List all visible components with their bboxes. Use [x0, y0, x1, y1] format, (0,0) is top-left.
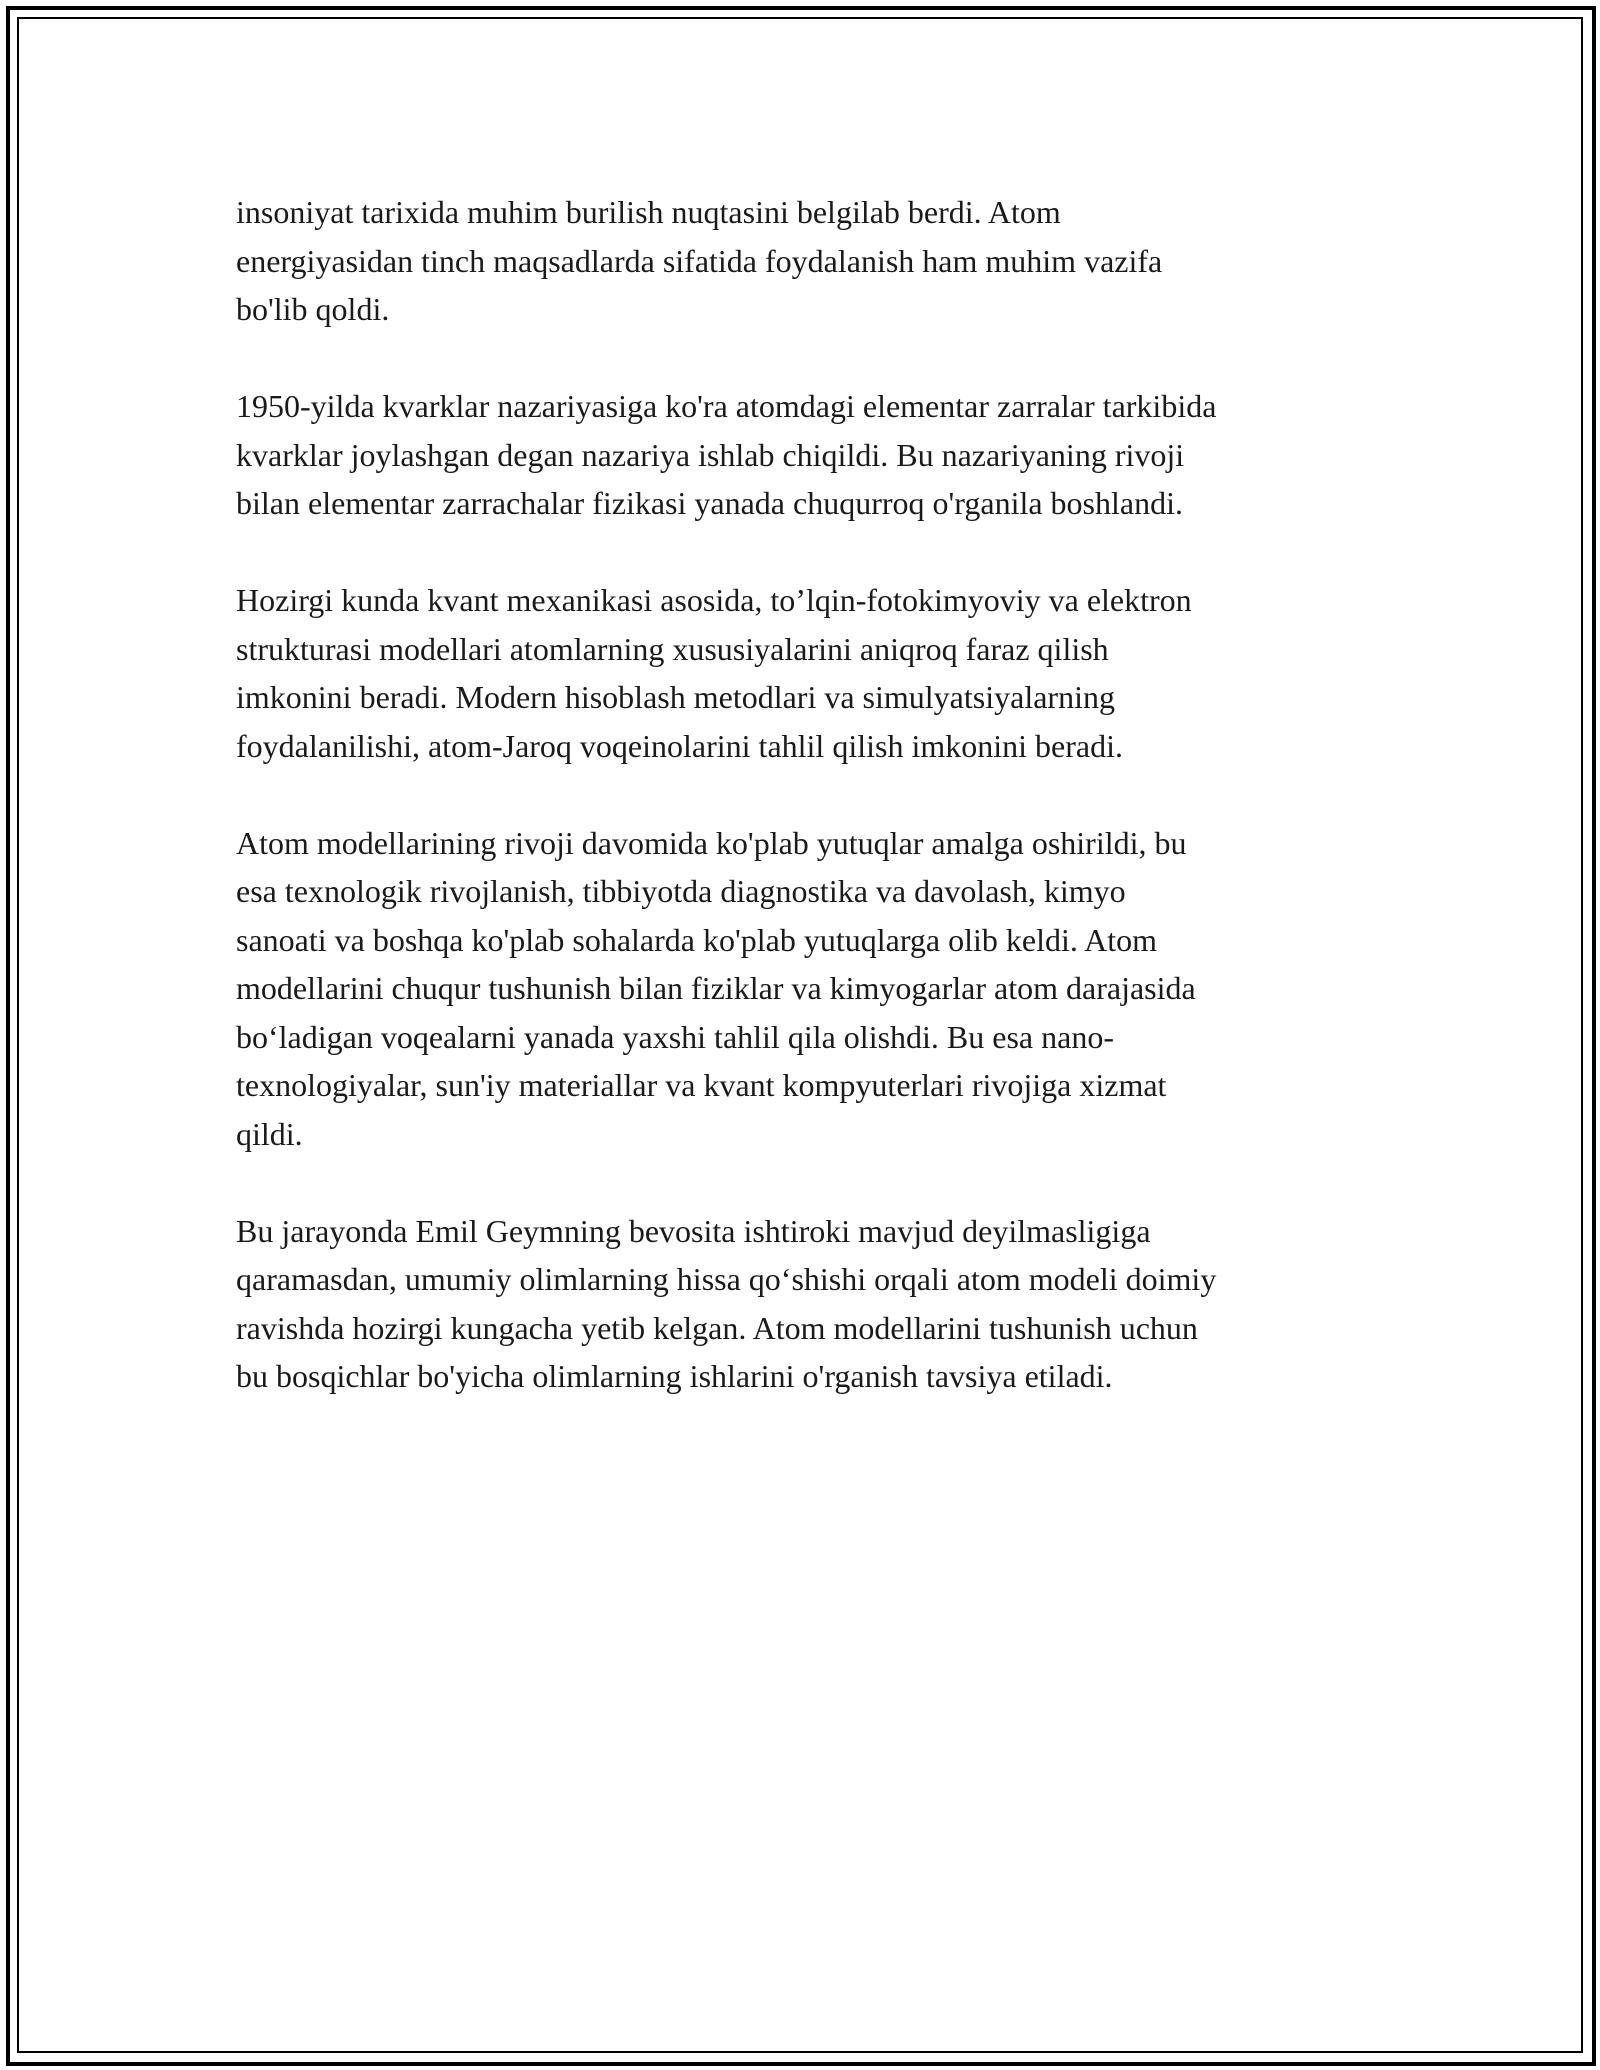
paragraph-3: Hozirgi kunda kvant mexanikasi asosida, to’lqin-fotokimyoviy va elektron strukturasi modellari atomlarning xususiyalarini aniqroq faraz qilish imkonini beradi. Modern hisoblash metodlari va simulyatsiyalarning foydalanilishi, atom-Jaroq voqeinolarini tahlil qilish imkonini beradi. — [236, 582, 1192, 764]
paragraph-1: insoniyat tarixida muhim burilish nuqtasini belgilab berdi. Atom energiyasidan tinch maqsadlarda sifatida foydalanish ham muhim vazifa bo'lib qoldi. — [236, 194, 1163, 327]
paragraph-2: 1950-yilda kvarklar nazariyasiga ko'ra atomdagi elementar zarralar tarkibida kvarklar joylashgan degan nazariya ishlab chiqildi. Bu nazariyaning rivoji bilan elementar zarrachalar fizikasi yanada chuqurroq o'rganila boshlandi. — [236, 388, 1217, 521]
document-body — [236, 188, 1386, 1449]
paragraph-5: Bu jarayonda Emil Geymning bevosita ishtiroki mavjud deyilmasligiga qaramasdan, umumiy olimlarning hissa qo‘shishi orqali atom modeli doimiy ravishda hozirgi kungacha yetib kelgan. Atom modellarini tushunish uchun bu bosqichlar bo'yicha olimlarning ishlarini o'rganish tavsiya etiladi. — [236, 1212, 1217, 1394]
paragraph-4: Atom modellarining rivoji davomida ko'plab yutuqlar amalga oshirildi, bu esa texnologik rivojlanish, tibbiyotda diagnostika va davolash, kimyo sanoati va boshqa ko'plab sohalarda ko'plab yutuqlarga olib keldi. Atom modellarini chuqur tushunish bilan fiziklar va kimyogarlar atom darajasida bo‘ladigan voqealarni yanada yaxshi tahlil qila olishdi. Bu esa nano- texnologiyalar, sun'iy materiallar va kvant kompyuterlari rivojiga xizmat qildi. — [236, 824, 1196, 1152]
